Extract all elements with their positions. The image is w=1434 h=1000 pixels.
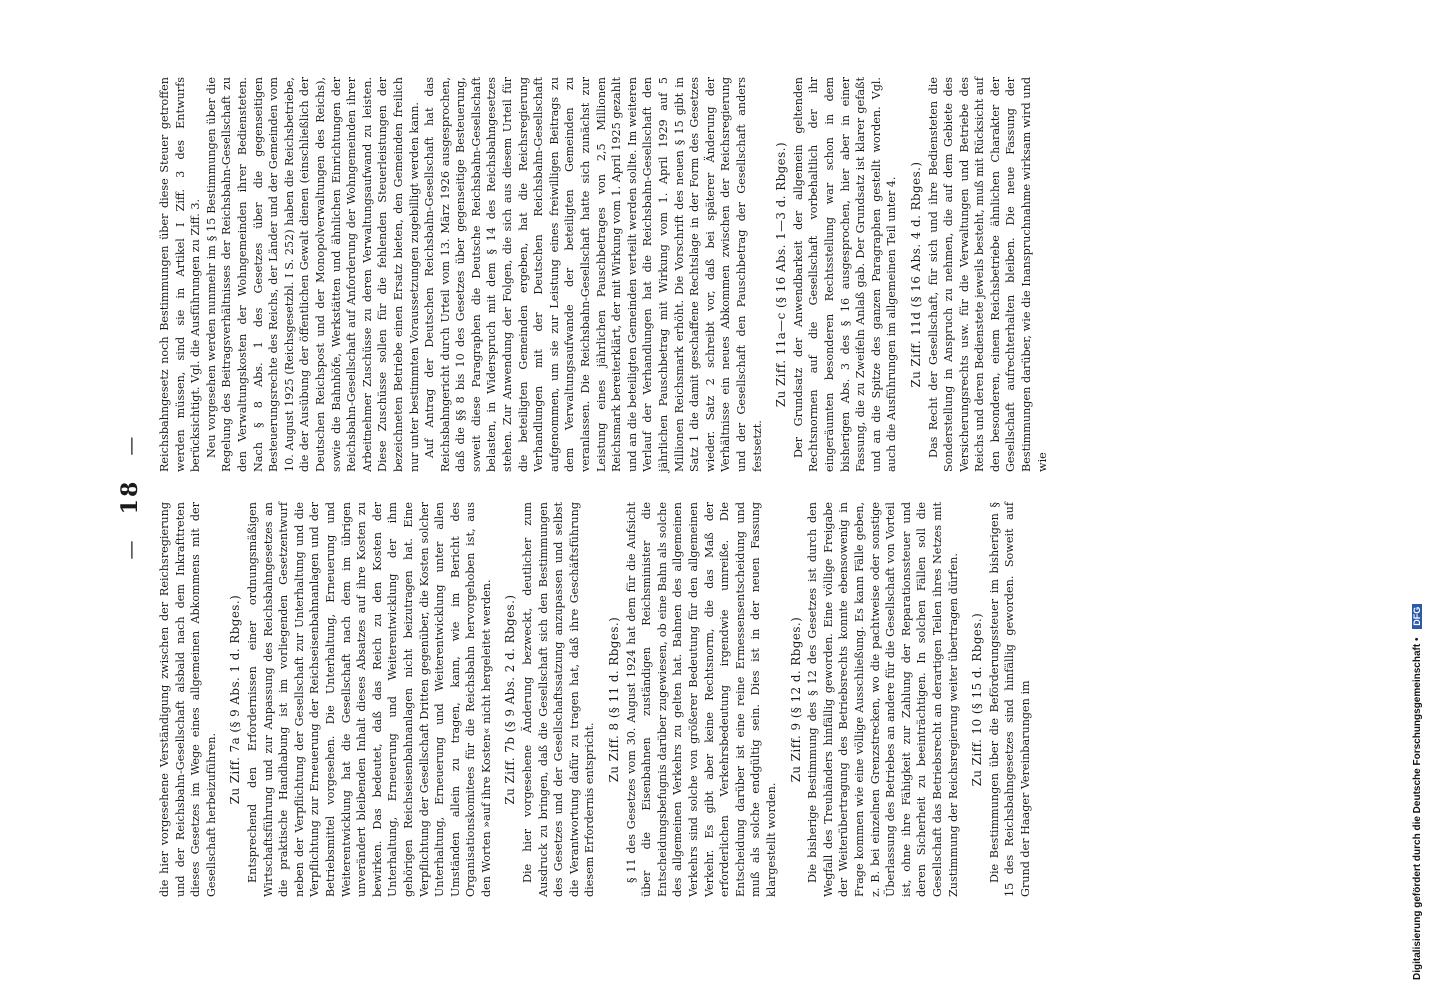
header-dash-left: — <box>120 538 142 560</box>
section-heading: Zu Ziff. 9 (§ 12 d. Rbges.) <box>788 616 803 783</box>
header-dash-right: — <box>120 434 142 456</box>
section-heading: Zu Ziff. 8 (§ 11 d. Rbges.) <box>607 616 622 783</box>
left-column <box>157 502 1033 897</box>
digitization-credit <box>1412 604 1423 980</box>
paragraph: Das Recht der Gesellschaft, für sich und ihre Bediensteten die Sonderstellung in Anspruch zu nehmen, die auf dem Gebiete des Versicherungsrechts usw. für die Verwaltungen und Betriebe des Reichs und deren Bedienstete jeweils besteht, muß mit Rücksicht auf den besonderen, einem Reichsbetriebe ähnlichen Charakter der Gesellschaft aufrechterhalten bleiben. Die neue Fassung der Bestimmungen darüber, wie die Inanspruchnahme wirksam wird und wie <box>926 77 1049 472</box>
section-heading: Zu Ziff. 10 (§ 15 d. Rbges.) <box>970 612 985 787</box>
paragraph: Reichsbahngesetz noch Bestimmungen über diese Steuer getroffen werden müssen, sind sie in Artikel I Ziff. 3 des Entwurfs berücksichtigt. Vgl. die Ausführungen zu Ziff. 3. <box>158 77 203 472</box>
page-number: 18 <box>117 479 143 515</box>
paragraph: die hier vorgesehene Verständigung zwischen der Reichsregierung und der Reichsbahn-Gesellschaft alsbald nach dem Inkrafttreten dieses Gesetzes im Wege eines allgemeinen Abkommens mit der Gesellschaft herbeizuführen. <box>158 502 218 897</box>
document-page <box>117 77 1434 917</box>
credit-text: Digitalisierung gefördert durch die Deutsche Forschungsgemeinschaft • <box>1412 637 1423 980</box>
paragraph: Neu vorgesehen werden nunmehr im § 15 Bestimmungen über die Regelung des Beitragsverhältnisses der Reichsbahn-Gesellschaft zu den Verwaltungskosten der Wohngemeinden ihrer Bediensteten. Nach § 8 Abs. 1 des Gesetzes über die gegenseitigen Besteuerungsrechte des Reichs, der Länder und der Gemeinden vom 10. August 1925 (Reichsgesetzbl. I S. 252) haben die Reichsbetriebe, die der Ausübung der öffentlichen Gewalt dienen (einschließlich der Deutschen Reichspost und der Monopolverwaltungen des Reichs), sowie die Bahnhöfe, Werkstätten und ähnlichen Einrichtungen der Reichsbahn-Gesellschaft auf Anforderung der Wohngemeinden ihrer Arbeitnehmer Zuschüsse zu deren Verwaltungsaufwand zu leisten. Diese Zuschüsse sollen für die fehlenden Steuerleistungen der bezeichneten Betriebe einen Ersatz bieten, den Gemeinden freilich nur unter bestimmten Voraussetzungen zugebilligt werden kann. <box>204 77 421 472</box>
paragraph: § 11 des Gesetzes vom 30. August 1924 hat dem für die Aufsicht über die Eisenbahnen zuständigen Reichsminister die Entscheidungsbefugnis darüber zugewiesen, ob eine Bahn als solche des allgemeinen Verkehrs zu gelten hat. Bahnen des allgemeinen Verkehrs sind solche von größerer Bedeutung für den allgemeinen Verkehr. Es gibt aber keine Rechtsnorm, die das Maß der erforderlichen Verkehrsbedeutung irgendwie umreiße. Die Entscheidung darüber ist eine reine Ermessensentscheidung und muß als solche endgültig sein. Dies ist in der neuen Fassung klargestellt worden. <box>624 502 778 897</box>
paragraph: Die hier vorgesehene Änderung bezweckt, deutlicher zum Ausdruck zu bringen, daß die Gesellschaft sich den Bestimmungen des Gesetzes und der Gesellschaftssatzung anzupassen und selbst die Verantwortung dafür zu tragen hat, daß ihre Geschäftsführung diesem Erfordernis entspricht. <box>521 502 597 897</box>
section-heading: Zu Ziff. 11a—c (§ 16 Abs. 1—3 d. Rbges.) <box>774 141 789 408</box>
page-header <box>117 77 143 917</box>
paragraph: Der Grundsatz der Anwendbarkeit der allgemein geltenden Rechtsnormen auf die Gesellschaft vorbehaltlich der ihr eingeräumten besonderen Rechtsstellung war schon in dem bisherigen Abs. 3 des § 16 ausgesprochen, hier aber in einer Fassung, die zu Zweifeln Anlaß gab. Der Grundsatz ist klarer gefaßt und an die Spitze des ganzen Paragraphen gestellt worden. Vgl. auch die Ausführungen im allgemeinen Teil unter 4. <box>791 77 899 472</box>
paragraph: Die Bestimmungen über die Beförderungssteuer im bisherigen § 15 des Reichsbahngesetzes sind hinfällig geworden. Soweit auf Grund der Haager Vereinbarungen im <box>987 502 1032 897</box>
right-column <box>157 77 1050 472</box>
section-heading: Zu Ziff. 7a (§ 9 Abs. 1 d. Rbges.) <box>228 594 243 805</box>
section-heading: Zu Ziff. 7b (§ 9 Abs. 2 d. Rbges.) <box>503 594 518 805</box>
paragraph: Auf Antrag der Deutschen Reichsbahn-Gesellschaft hat das Reichsbahngericht durch Urteil vom 13. März 1926 ausgesprochen, daß die §§ 8 bis 10 des Gesetzes über gegenseitige Besteuerung, soweit diese Paragraphen die Deutsche Reichsbahn-Gesellschaft belasten, in Widerspruch mit dem § 14 des Reichsbahngesetzes stehen. Zur Anwendung der Folgen, die sich aus diesem Urteil für die beteiligten Gemeinden ergeben, hat die Reichsregierung Verhandlungen mit der Deutschen Reichsbahn-Gesellschaft aufgenommen, um sie zur Leistung eines freiwilligen Beitrags zu dem Verwaltungsaufwande der beteiligten Gemeinden zu veranlassen. Die Reichsbahn-Gesellschaft hatte sich zunächst zur Leistung eines jährlichen Pauschbetrages von 2,5 Millionen Reichsmark bereiterklärt, der mit Wirkung vom 1. April 1925 gezahlt und an die beteiligten Gemeinden verteilt werden sollte. Im weiteren Verlauf der Verhandlungen hat die Reichsbahn-Gesellschaft den jährlichen Pauschbetrag mit Wirkung vom 1. April 1929 auf 5 Millionen Reichsmark erhöht. Die Vorschrift des neuen § 15 gibt in Satz 1 die damit geschaffene Rechtslage in der Form des Gesetzes wieder. Satz 2 schreibt vor, daß bei späterer Änderung der Verhältnisse ein neues Abkommen zwischen der Reichsregierung und der Gesellschaft den Pauschbetrag der Gesellschaft anders festsetzt. <box>423 77 764 472</box>
paragraph: Entsprechend den Erfordernissen einer ordnungsmäßigen Wirtschaftsführung und zur Anpassung des Reichsbahngesetzes an die praktische Handhabung ist im vorliegenden Gesetzentwurf neben der Verpflichtung der Gesellschaft zur Unterhaltung und die Verpflichtung zur Erneuerung der Reichseisenbahnanlagen und der Betriebsmittel vorgesehen. Die Unterhaltung, Erneuerung und Weiterentwicklung hat die Gesellschaft nach dem im übrigen unverändert bleibenden Inhalt dieses Absatzes auf ihre Kosten zu bewirken. Das bedeutet, daß das Reich zu den Kosten der Unterhaltung, Erneuerung und Weiterentwicklung der ihm gehörigen Reichseisenbahnanlagen nicht beizutragen hat. Eine Verpflichtung der Gesellschaft Dritten gegenüber, die Kosten solcher Unterhaltung, Erneuerung und Weiterentwicklung unter allen Umständen allein zu tragen, kann, wie im Bericht des Organisationskomitees für die Reichsbahn hervorgehoben ist, aus den Worten »auf ihre Kosten« nicht hergeleitet werden. <box>245 502 493 897</box>
section-heading: Zu Ziff. 11d (§ 16 Abs. 4 d. Rbges.) <box>908 161 923 388</box>
paragraph: Die bisherige Bestimmung des § 12 des Gesetzes ist durch den Wegfall des Treuhänders hinfällig geworden. Eine völlige Freigabe der Weiterübertragung des Betriebsrechts konnte ebensowenig in Frage kommen wie eine völlige Ausschließung. Es kann Fälle geben, z. B. bei einzelnen Grenzstrecken, wo die pachtweise oder sonstige Überlassung des Betriebes an andere für die Gesellschaft von Vorteil ist, ohne ihre Fähigkeit zur Zahlung der Reparationssteuer und deren Sicherheit zu beeinträchtigen. In solchen Fällen soll die Gesellschaft das Betriebsrecht an derartigen Teilen ihres Netzes mit Zustimmung der Reichsregierung weiter übertragen dürfen. <box>806 502 960 897</box>
digitization-credit-strip <box>1410 0 1434 1000</box>
dfg-logo: DFG <box>1412 604 1422 629</box>
rotated-page-content <box>117 77 1297 917</box>
